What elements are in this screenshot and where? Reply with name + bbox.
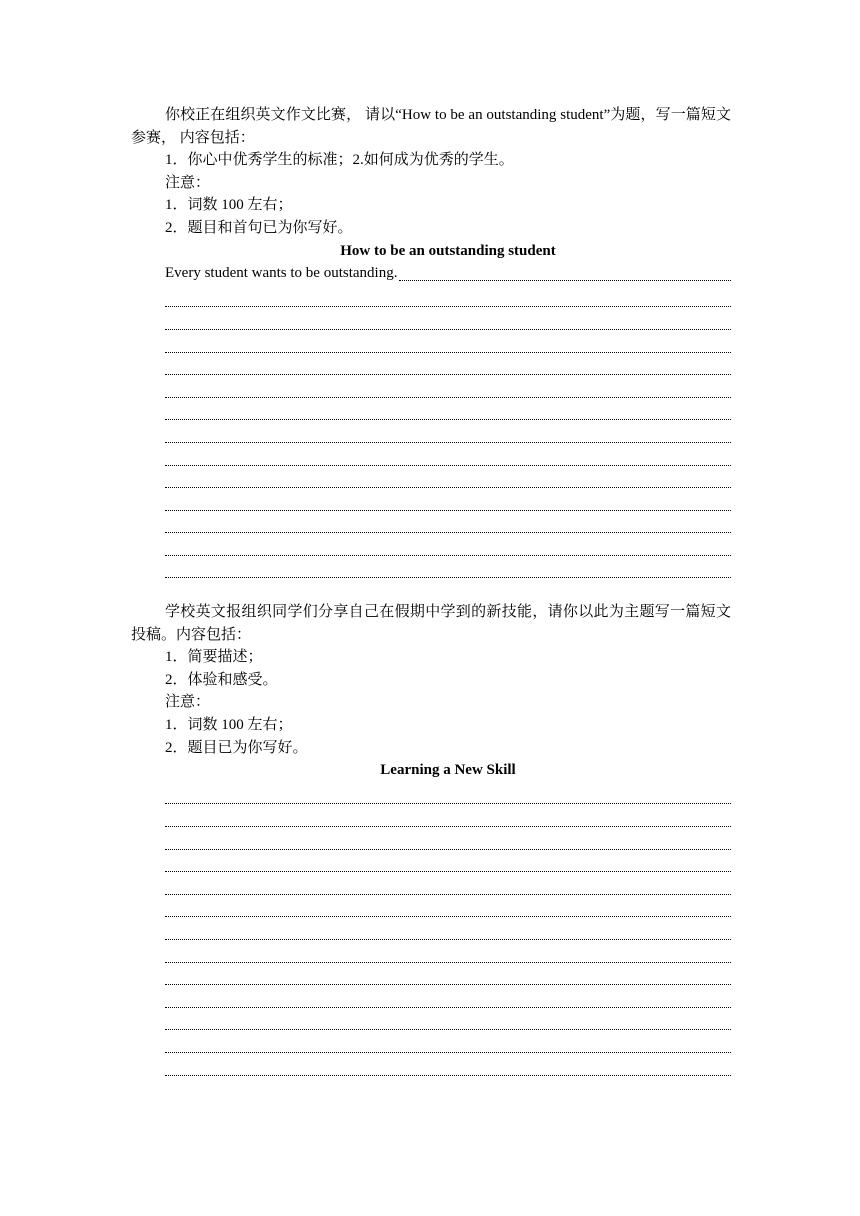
task1-answer-line[interactable]	[165, 285, 731, 308]
task1-answer-line[interactable]	[165, 466, 731, 489]
task1-point-1: 1．你心中优秀学生的标准；2.如何成为优秀的学生。	[165, 152, 514, 169]
task2-answer-line[interactable]	[165, 850, 731, 873]
task1-first-line[interactable]	[131, 262, 731, 285]
task1-answer-line[interactable]	[165, 556, 731, 579]
task1-answer-line[interactable]	[165, 533, 731, 556]
task1-intro: 你校正在组织英文作文比赛， 请以“How to be an outstanding student”为题，写一篇短文参赛， 内容包括：	[131, 107, 731, 146]
task2-intro: 学校英文报组织同学们分享自己在假期中学到的新技能，请你以此为主题写一篇短文投稿。内容包括：	[131, 604, 731, 643]
task2-point-2: 2．体验和感受。	[165, 671, 278, 688]
task2-answer-line[interactable]	[165, 872, 731, 895]
writing-task-2	[131, 601, 731, 1075]
task2-answer-line[interactable]	[165, 1053, 731, 1076]
document-content	[131, 104, 731, 1076]
task2-essay-title: Learning a New Skill	[380, 762, 516, 779]
task1-note-label: 注意：	[165, 174, 211, 191]
task2-answer-line[interactable]	[165, 1008, 731, 1031]
task1-answer-line[interactable]	[165, 353, 731, 376]
task2-answer-line[interactable]	[165, 827, 731, 850]
task1-answer-line[interactable]	[165, 330, 731, 353]
task1-answer-line[interactable]	[165, 488, 731, 511]
task1-answer-line[interactable]	[165, 375, 731, 398]
task2-note-label: 注意：	[165, 694, 211, 711]
task1-answer-lines[interactable]	[165, 285, 731, 579]
task2-answer-line[interactable]	[165, 985, 731, 1008]
writing-task-1	[131, 104, 731, 578]
task1-first-sentence: Every student wants to be outstanding.	[165, 265, 398, 282]
section-gap	[131, 578, 731, 601]
task1-answer-line[interactable]	[165, 511, 731, 534]
task1-essay-title: How to be an outstanding student	[340, 242, 556, 259]
task1-answer-line[interactable]	[165, 307, 731, 330]
task2-answer-line[interactable]	[165, 917, 731, 940]
task2-note-2: 2．题目已为你写好。	[165, 739, 308, 756]
task2-answer-line[interactable]	[165, 940, 731, 963]
task2-answer-line[interactable]	[165, 804, 731, 827]
task2-answer-line[interactable]	[165, 895, 731, 918]
task1-answer-line[interactable]	[165, 443, 731, 466]
task1-answer-line[interactable]	[165, 420, 731, 443]
task1-first-line-blank[interactable]	[399, 280, 731, 281]
task1-note-1: 1．词数 100 左右；	[165, 197, 293, 214]
task2-note-1: 1．词数 100 左右；	[165, 717, 293, 734]
task1-note-2: 2．题目和首句已为你写好。	[165, 219, 353, 236]
task2-point-1: 1．简要描述；	[165, 649, 263, 666]
task2-answer-line[interactable]	[165, 1030, 731, 1053]
task2-answer-line[interactable]	[165, 782, 731, 805]
task1-answer-line[interactable]	[165, 398, 731, 421]
task2-answer-lines[interactable]	[165, 782, 731, 1076]
task2-answer-line[interactable]	[165, 963, 731, 986]
